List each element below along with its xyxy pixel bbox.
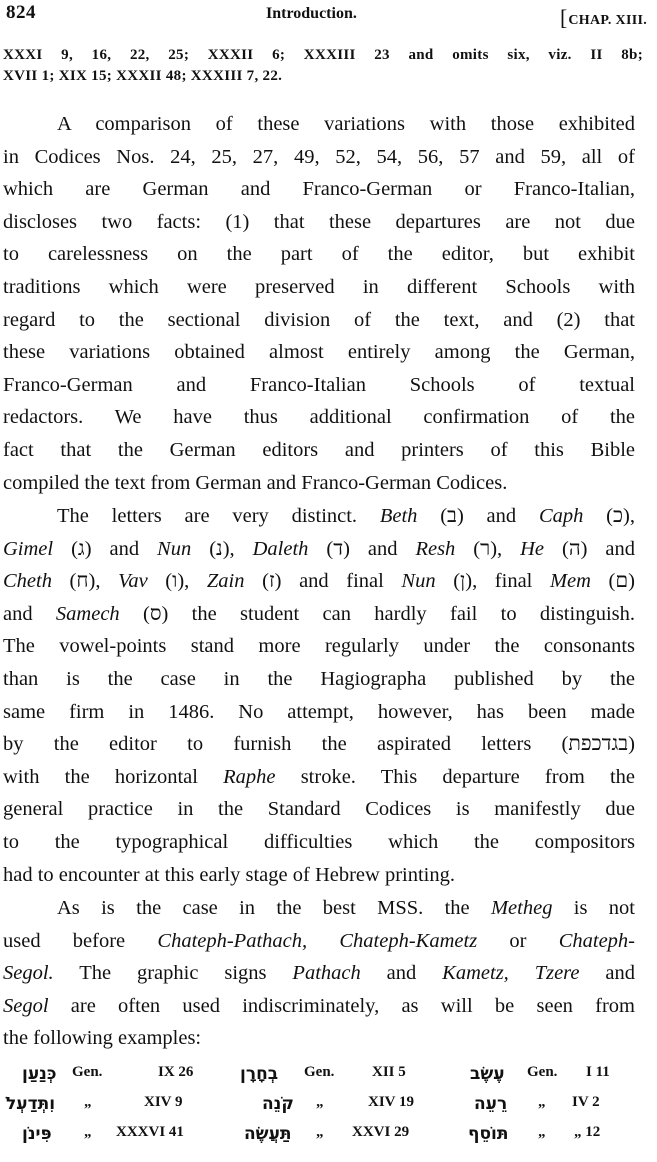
hebrew-word: תּוֹסֵף: [468, 1124, 509, 1144]
text-line: to the typographical difficulties which the compositors: [3, 830, 635, 853]
hebrew-word: תַּעֲשֶׂה: [244, 1124, 292, 1144]
text-line: and Samech (ס) the student can hardly fail to distinguish.: [3, 602, 635, 625]
text-line: regard to the sectional division of the text, and (2) that: [3, 308, 635, 331]
text-line: Segol. The graphic signs Pathach and Kametz, Tzere and: [3, 962, 636, 985]
text-line: to carelessness on the part of the editor, but exhibit: [3, 243, 635, 266]
text-line: with the horizontal Raphe stroke. This departure from the: [3, 765, 635, 788]
hebrew-word: פִּינֹן: [22, 1124, 52, 1144]
text-line: Cheth (ח), Vav (ו), Zain (ז) and final Nun (ן), final Mem (ם): [3, 570, 635, 593]
chapter-text: CHAP. XIII.: [568, 13, 647, 28]
text-line: Segol are often used indiscriminately, as will be seen from: [3, 994, 635, 1017]
text-line: used before Chateph-Pathach, Chateph-Kametz or Chateph-: [3, 929, 636, 952]
verse-ref: IX 26: [158, 1064, 194, 1080]
verse-ref: XXXVI 41: [116, 1124, 184, 1140]
text-line: general practice in the Standard Codices is manifestly due: [3, 798, 635, 821]
reference-list: [3, 45, 643, 87]
verse-ref: I 11: [586, 1064, 610, 1080]
text-line: The vowel-points stand more regularly under the consonants: [3, 635, 635, 658]
hebrew-word: בְחָרָן: [240, 1064, 279, 1084]
hebrew-word: עֶשֶׂב: [470, 1064, 505, 1084]
text-line: discloses two facts: (1) that these departures are not due: [3, 210, 635, 233]
ditto-mark: „: [84, 1094, 92, 1110]
text-line: The letters are very distinct. Beth (ב) and Caph (כ),: [57, 505, 635, 527]
running-header: [6, 2, 647, 30]
ditto-mark: „: [538, 1124, 546, 1140]
verse-ref: IV 2: [572, 1094, 600, 1110]
book-name: Gen.: [527, 1064, 558, 1080]
text-line: Franco-German and Franco-Italian Schools of textual: [3, 373, 635, 396]
text-line: traditions which were preserved in different Schools with: [3, 275, 635, 298]
text-line: same firm in 1486. No attempt, however, has been made: [3, 700, 635, 723]
table-row: [0, 1064, 657, 1094]
hebrew-word: קֹנֵה: [262, 1094, 294, 1114]
text-line: these variations obtained almost entirely among the German,: [3, 341, 635, 364]
text-line: which are German and Franco-German or Franco-Italian,: [3, 178, 635, 201]
running-title: Introduction.: [266, 5, 357, 22]
table-row: [0, 1094, 657, 1124]
text-line: redactors. We have thus additional confirmation of the: [3, 406, 635, 429]
verse-ref: XII 5: [372, 1064, 406, 1080]
page-number: 824: [6, 2, 36, 23]
table-row: [0, 1124, 657, 1154]
book-name: Gen.: [304, 1064, 335, 1080]
paragraph-comparison: [3, 108, 635, 499]
hebrew-word: כְּנַעַן: [22, 1064, 57, 1084]
verse-ref: XXVI 29: [352, 1124, 410, 1140]
book-name: Gen.: [72, 1064, 103, 1080]
hebrew-word: וִתְּדַעְלֹ: [6, 1094, 56, 1114]
ditto-mark: „: [316, 1124, 324, 1140]
paragraph-metheg: [3, 892, 635, 1055]
chapter-label: [560, 4, 647, 30]
paragraph-letters: [3, 500, 635, 891]
text-line: A comparison of these variations with those exhibited: [57, 113, 635, 135]
verse-ref: „ 12: [574, 1124, 601, 1140]
verse-ref: XIV 9: [144, 1094, 183, 1110]
ditto-mark: „: [316, 1094, 324, 1110]
reference-line: XVII 1; XIX 15; XXXII 48; XXXIII 7, 22.: [3, 68, 283, 84]
ditto-mark: „: [538, 1094, 546, 1110]
text-line: As is the case in the best MSS. the Metheg is not: [57, 897, 635, 919]
ditto-mark: „: [84, 1124, 92, 1140]
examples-table: [0, 1064, 657, 1154]
text-line: in Codices Nos. 24, 25, 27, 49, 52, 54, 56, 57 and 59, all of: [3, 145, 635, 168]
text-line: Gimel (ג) and Nun (נ), Daleth (ד) and Resh (ר), He (ה) and: [3, 537, 635, 560]
hebrew-word: רֵעֵה: [474, 1094, 508, 1114]
verse-ref: XIV 19: [368, 1094, 414, 1110]
header-bracket: [: [560, 5, 568, 30]
text-line: fact that the German editors and printers of this Bible: [3, 438, 635, 461]
text-line: than is the case in the Hagiographa published by the: [3, 667, 635, 690]
text-line: by the editor to furnish the aspirated letters (בגדכפת): [3, 733, 635, 756]
text-line: compiled the text from German and Franco-German Codices.: [3, 471, 508, 494]
text-line: the following examples:: [3, 1027, 202, 1050]
text-line: had to encounter at this early stage of Hebrew printing.: [3, 863, 455, 886]
reference-line: XXXI 9, 16, 22, 25; XXXII 6; XXXIII 23 and omits six, viz. II 8b;: [3, 47, 643, 63]
